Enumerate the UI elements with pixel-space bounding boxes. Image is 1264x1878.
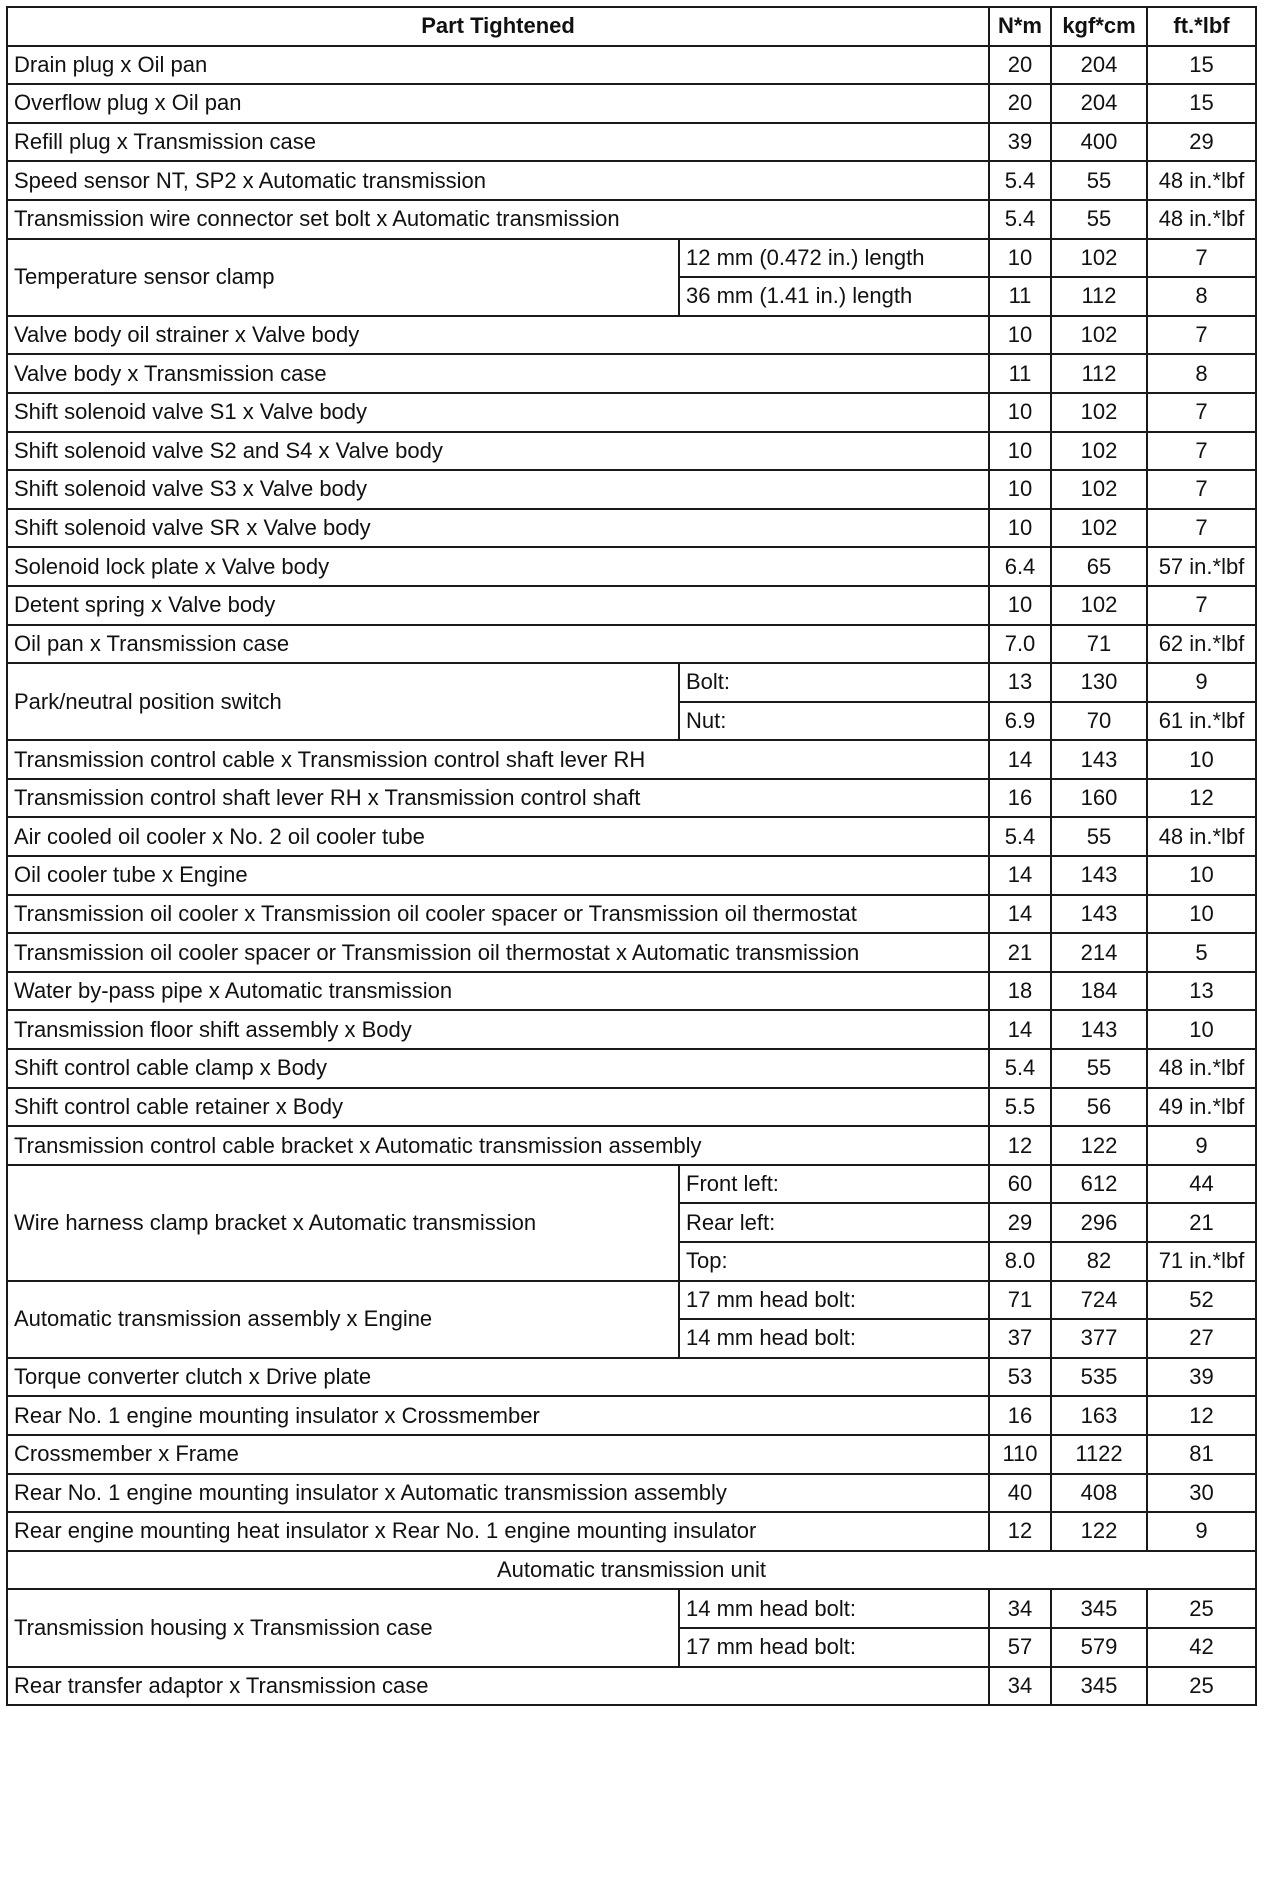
torque-kgfcm: 102 — [1051, 509, 1147, 548]
part-name: Shift control cable retainer x Body — [7, 1088, 989, 1127]
table-row — [7, 586, 1256, 625]
torque-ftlbf: 13 — [1147, 972, 1256, 1011]
torque-kgfcm: 102 — [1051, 239, 1147, 278]
torque-ftlbf: 5 — [1147, 933, 1256, 972]
torque-kgfcm: 204 — [1051, 84, 1147, 123]
torque-kgfcm: 71 — [1051, 625, 1147, 664]
torque-ftlbf: 42 — [1147, 1628, 1256, 1667]
torque-nm: 39 — [989, 123, 1051, 162]
table-row — [7, 432, 1256, 471]
part-name: Valve body oil strainer x Valve body — [7, 316, 989, 355]
torque-ftlbf: 25 — [1147, 1589, 1256, 1628]
torque-ftlbf: 9 — [1147, 1512, 1256, 1551]
torque-ftlbf: 81 — [1147, 1435, 1256, 1474]
torque-nm: 10 — [989, 393, 1051, 432]
torque-kgfcm: 55 — [1051, 817, 1147, 856]
table-row — [7, 779, 1256, 818]
torque-nm: 13 — [989, 663, 1051, 702]
part-name: Wire harness clamp bracket x Automatic transmission — [7, 1165, 679, 1281]
table-row — [7, 1165, 1256, 1204]
torque-nm: 40 — [989, 1474, 1051, 1513]
torque-kgfcm: 345 — [1051, 1589, 1147, 1628]
torque-kgfcm: 122 — [1051, 1126, 1147, 1165]
torque-nm: 57 — [989, 1628, 1051, 1667]
sub-condition: Front left: — [679, 1165, 989, 1204]
part-name: Rear No. 1 engine mounting insulator x Crossmember — [7, 1396, 989, 1435]
torque-nm: 10 — [989, 432, 1051, 471]
torque-ftlbf: 21 — [1147, 1203, 1256, 1242]
torque-ftlbf: 10 — [1147, 740, 1256, 779]
torque-kgfcm: 724 — [1051, 1281, 1147, 1320]
part-name: Transmission floor shift assembly x Body — [7, 1010, 989, 1049]
table-row — [7, 817, 1256, 856]
table-row — [7, 1435, 1256, 1474]
torque-ftlbf: 48 in.*lbf — [1147, 1049, 1256, 1088]
torque-nm: 5.4 — [989, 1049, 1051, 1088]
table-row — [7, 1358, 1256, 1397]
sub-condition: 14 mm head bolt: — [679, 1319, 989, 1358]
torque-nm: 16 — [989, 779, 1051, 818]
torque-kgfcm: 102 — [1051, 470, 1147, 509]
torque-kgfcm: 56 — [1051, 1088, 1147, 1127]
torque-kgfcm: 102 — [1051, 393, 1147, 432]
torque-ftlbf: 7 — [1147, 509, 1256, 548]
torque-kgfcm: 535 — [1051, 1358, 1147, 1397]
part-name: Transmission oil cooler x Transmission oil cooler spacer or Transmission oil thermostat — [7, 895, 989, 934]
part-name: Transmission housing x Transmission case — [7, 1589, 679, 1666]
torque-nm: 5.4 — [989, 200, 1051, 239]
table-row — [7, 1010, 1256, 1049]
part-name: Speed sensor NT, SP2 x Automatic transmission — [7, 161, 989, 200]
table-row — [7, 740, 1256, 779]
torque-nm: 18 — [989, 972, 1051, 1011]
table-row — [7, 84, 1256, 123]
torque-ftlbf: 48 in.*lbf — [1147, 200, 1256, 239]
table-row — [7, 1396, 1256, 1435]
header-kgfcm: kgf*cm — [1051, 7, 1147, 46]
torque-kgfcm: 214 — [1051, 933, 1147, 972]
table-row — [7, 1512, 1256, 1551]
part-name: Torque converter clutch x Drive plate — [7, 1358, 989, 1397]
torque-nm: 34 — [989, 1667, 1051, 1706]
torque-kgfcm: 143 — [1051, 895, 1147, 934]
torque-specification-table — [6, 6, 1257, 1706]
torque-ftlbf: 52 — [1147, 1281, 1256, 1320]
table-row — [7, 547, 1256, 586]
torque-nm: 37 — [989, 1319, 1051, 1358]
header-nm: N*m — [989, 7, 1051, 46]
part-name: Drain plug x Oil pan — [7, 46, 989, 85]
torque-ftlbf: 7 — [1147, 393, 1256, 432]
table-row — [7, 393, 1256, 432]
sub-condition: 12 mm (0.472 in.) length — [679, 239, 989, 278]
torque-kgfcm: 55 — [1051, 200, 1147, 239]
table-row — [7, 1049, 1256, 1088]
torque-ftlbf: 10 — [1147, 895, 1256, 934]
part-name: Oil cooler tube x Engine — [7, 856, 989, 895]
torque-nm: 53 — [989, 1358, 1051, 1397]
table-row — [7, 161, 1256, 200]
torque-nm: 10 — [989, 586, 1051, 625]
torque-ftlbf: 49 in.*lbf — [1147, 1088, 1256, 1127]
sub-condition: Nut: — [679, 702, 989, 741]
sub-condition: Rear left: — [679, 1203, 989, 1242]
torque-kgfcm: 408 — [1051, 1474, 1147, 1513]
part-name: Valve body x Transmission case — [7, 354, 989, 393]
table-row — [7, 1126, 1256, 1165]
table-row — [7, 663, 1256, 702]
part-name: Transmission control cable bracket x Automatic transmission assembly — [7, 1126, 989, 1165]
torque-nm: 11 — [989, 354, 1051, 393]
torque-ftlbf: 9 — [1147, 1126, 1256, 1165]
part-name: Crossmember x Frame — [7, 1435, 989, 1474]
torque-kgfcm: 1122 — [1051, 1435, 1147, 1474]
torque-kgfcm: 377 — [1051, 1319, 1147, 1358]
part-name: Solenoid lock plate x Valve body — [7, 547, 989, 586]
torque-ftlbf: 7 — [1147, 432, 1256, 471]
torque-nm: 8.0 — [989, 1242, 1051, 1281]
part-name: Overflow plug x Oil pan — [7, 84, 989, 123]
torque-ftlbf: 30 — [1147, 1474, 1256, 1513]
torque-ftlbf: 10 — [1147, 856, 1256, 895]
torque-ftlbf: 57 in.*lbf — [1147, 547, 1256, 586]
table-row — [7, 933, 1256, 972]
section-title: Automatic transmission unit — [7, 1551, 1256, 1590]
part-name: Shift control cable clamp x Body — [7, 1049, 989, 1088]
torque-nm: 10 — [989, 239, 1051, 278]
torque-kgfcm: 112 — [1051, 277, 1147, 316]
torque-kgfcm: 102 — [1051, 586, 1147, 625]
part-name: Refill plug x Transmission case — [7, 123, 989, 162]
torque-ftlbf: 8 — [1147, 277, 1256, 316]
torque-kgfcm: 82 — [1051, 1242, 1147, 1281]
torque-nm: 14 — [989, 895, 1051, 934]
header-row — [7, 7, 1256, 46]
torque-nm: 110 — [989, 1435, 1051, 1474]
table-row — [7, 1474, 1256, 1513]
torque-ftlbf: 27 — [1147, 1319, 1256, 1358]
torque-kgfcm: 160 — [1051, 779, 1147, 818]
sub-condition: 17 mm head bolt: — [679, 1628, 989, 1667]
torque-kgfcm: 130 — [1051, 663, 1147, 702]
header-ftlbf: ft.*lbf — [1147, 7, 1256, 46]
torque-kgfcm: 55 — [1051, 1049, 1147, 1088]
part-name: Transmission wire connector set bolt x Automatic transmission — [7, 200, 989, 239]
sub-condition: Bolt: — [679, 663, 989, 702]
table-row — [7, 972, 1256, 1011]
table-row — [7, 46, 1256, 85]
part-name: Oil pan x Transmission case — [7, 625, 989, 664]
header-part-tightened: Part Tightened — [7, 7, 989, 46]
torque-kgfcm: 70 — [1051, 702, 1147, 741]
part-name: Transmission control cable x Transmission control shaft lever RH — [7, 740, 989, 779]
table-row — [7, 354, 1256, 393]
torque-nm: 14 — [989, 856, 1051, 895]
part-name: Temperature sensor clamp — [7, 239, 679, 316]
torque-kgfcm: 400 — [1051, 123, 1147, 162]
torque-nm: 20 — [989, 46, 1051, 85]
torque-nm: 29 — [989, 1203, 1051, 1242]
torque-kgfcm: 184 — [1051, 972, 1147, 1011]
torque-kgfcm: 143 — [1051, 856, 1147, 895]
torque-kgfcm: 55 — [1051, 161, 1147, 200]
table-row — [7, 239, 1256, 278]
table-row — [7, 625, 1256, 664]
torque-kgfcm: 112 — [1051, 354, 1147, 393]
torque-ftlbf: 61 in.*lbf — [1147, 702, 1256, 741]
torque-kgfcm: 102 — [1051, 316, 1147, 355]
table-row — [7, 1281, 1256, 1320]
torque-ftlbf: 9 — [1147, 663, 1256, 702]
part-name: Park/neutral position switch — [7, 663, 679, 740]
torque-kgfcm: 296 — [1051, 1203, 1147, 1242]
torque-nm: 14 — [989, 1010, 1051, 1049]
part-name: Rear transfer adaptor x Transmission case — [7, 1667, 989, 1706]
torque-ftlbf: 29 — [1147, 123, 1256, 162]
torque-kgfcm: 345 — [1051, 1667, 1147, 1706]
sub-condition: 17 mm head bolt: — [679, 1281, 989, 1320]
torque-kgfcm: 163 — [1051, 1396, 1147, 1435]
torque-nm: 10 — [989, 316, 1051, 355]
torque-nm: 6.9 — [989, 702, 1051, 741]
table-row — [7, 509, 1256, 548]
section-row — [7, 1551, 1256, 1590]
sub-condition: 14 mm head bolt: — [679, 1589, 989, 1628]
torque-nm: 5.4 — [989, 817, 1051, 856]
part-name: Rear No. 1 engine mounting insulator x Automatic transmission assembly — [7, 1474, 989, 1513]
torque-nm: 71 — [989, 1281, 1051, 1320]
part-name: Shift solenoid valve S3 x Valve body — [7, 470, 989, 509]
torque-nm: 34 — [989, 1589, 1051, 1628]
torque-nm: 60 — [989, 1165, 1051, 1204]
torque-kgfcm: 143 — [1051, 1010, 1147, 1049]
torque-nm: 21 — [989, 933, 1051, 972]
sub-condition: 36 mm (1.41 in.) length — [679, 277, 989, 316]
torque-kgfcm: 579 — [1051, 1628, 1147, 1667]
torque-nm: 12 — [989, 1512, 1051, 1551]
part-name: Shift solenoid valve SR x Valve body — [7, 509, 989, 548]
part-name: Water by-pass pipe x Automatic transmission — [7, 972, 989, 1011]
torque-nm: 12 — [989, 1126, 1051, 1165]
torque-nm: 20 — [989, 84, 1051, 123]
torque-nm: 16 — [989, 1396, 1051, 1435]
part-name: Transmission control shaft lever RH x Transmission control shaft — [7, 779, 989, 818]
torque-ftlbf: 39 — [1147, 1358, 1256, 1397]
torque-ftlbf: 7 — [1147, 470, 1256, 509]
table-row — [7, 200, 1256, 239]
table-row — [7, 123, 1256, 162]
part-name: Detent spring x Valve body — [7, 586, 989, 625]
torque-kgfcm: 204 — [1051, 46, 1147, 85]
torque-ftlbf: 44 — [1147, 1165, 1256, 1204]
table-row — [7, 316, 1256, 355]
torque-kgfcm: 65 — [1051, 547, 1147, 586]
torque-nm: 14 — [989, 740, 1051, 779]
table-body — [7, 46, 1256, 1706]
part-name: Rear engine mounting heat insulator x Rear No. 1 engine mounting insulator — [7, 1512, 989, 1551]
table-row — [7, 856, 1256, 895]
part-name: Transmission oil cooler spacer or Transmission oil thermostat x Automatic transmission — [7, 933, 989, 972]
part-name: Shift solenoid valve S1 x Valve body — [7, 393, 989, 432]
table-row — [7, 1088, 1256, 1127]
torque-ftlbf: 15 — [1147, 46, 1256, 85]
torque-nm: 10 — [989, 509, 1051, 548]
torque-ftlbf: 71 in.*lbf — [1147, 1242, 1256, 1281]
table-row — [7, 1589, 1256, 1628]
torque-kgfcm: 143 — [1051, 740, 1147, 779]
torque-ftlbf: 7 — [1147, 316, 1256, 355]
torque-nm: 5.4 — [989, 161, 1051, 200]
torque-ftlbf: 10 — [1147, 1010, 1256, 1049]
torque-nm: 10 — [989, 470, 1051, 509]
torque-ftlbf: 62 in.*lbf — [1147, 625, 1256, 664]
table-row — [7, 895, 1256, 934]
torque-ftlbf: 7 — [1147, 239, 1256, 278]
torque-kgfcm: 122 — [1051, 1512, 1147, 1551]
torque-nm: 6.4 — [989, 547, 1051, 586]
torque-nm: 11 — [989, 277, 1051, 316]
torque-ftlbf: 8 — [1147, 354, 1256, 393]
torque-ftlbf: 7 — [1147, 586, 1256, 625]
part-name: Air cooled oil cooler x No. 2 oil cooler tube — [7, 817, 989, 856]
table-row — [7, 470, 1256, 509]
torque-ftlbf: 48 in.*lbf — [1147, 817, 1256, 856]
torque-ftlbf: 12 — [1147, 1396, 1256, 1435]
torque-ftlbf: 12 — [1147, 779, 1256, 818]
torque-ftlbf: 15 — [1147, 84, 1256, 123]
torque-nm: 7.0 — [989, 625, 1051, 664]
sub-condition: Top: — [679, 1242, 989, 1281]
part-name: Shift solenoid valve S2 and S4 x Valve body — [7, 432, 989, 471]
torque-kgfcm: 102 — [1051, 432, 1147, 471]
torque-ftlbf: 25 — [1147, 1667, 1256, 1706]
table-row — [7, 1667, 1256, 1706]
torque-nm: 5.5 — [989, 1088, 1051, 1127]
torque-ftlbf: 48 in.*lbf — [1147, 161, 1256, 200]
torque-kgfcm: 612 — [1051, 1165, 1147, 1204]
part-name: Automatic transmission assembly x Engine — [7, 1281, 679, 1358]
